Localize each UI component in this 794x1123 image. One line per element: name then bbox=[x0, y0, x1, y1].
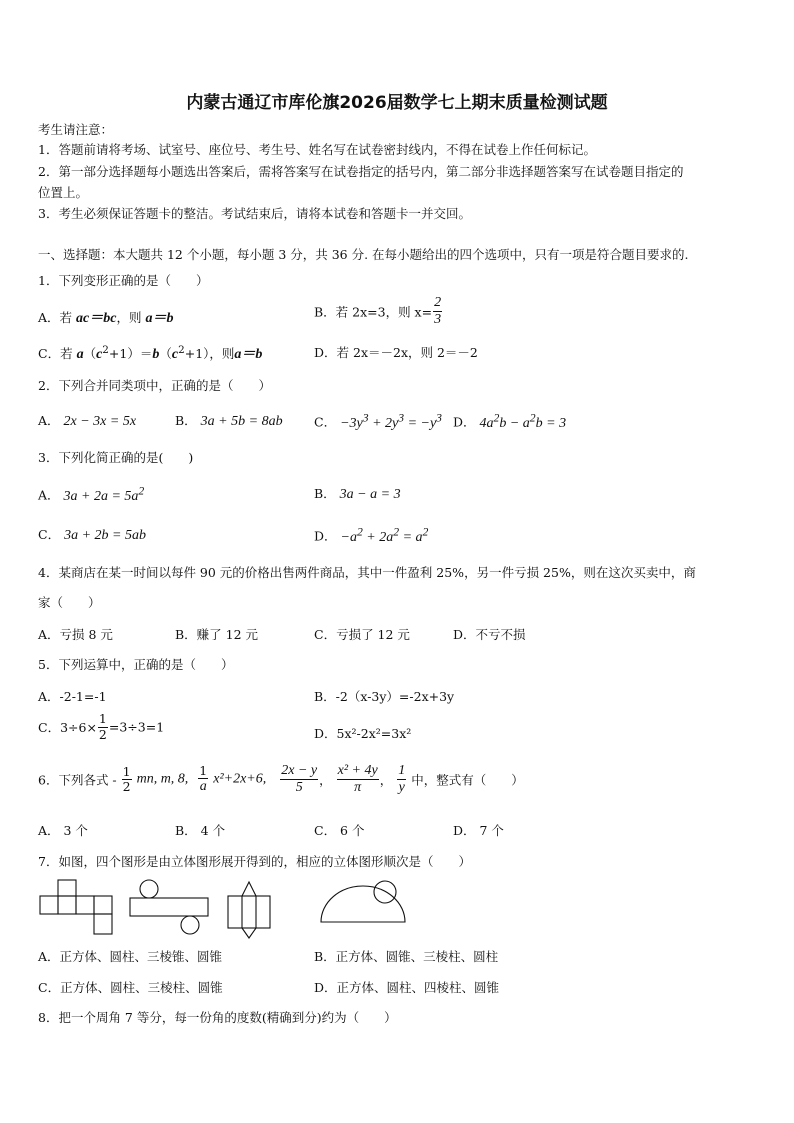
q2-option-d: D． $4a^2b - a^2b = 3$ bbox=[453, 411, 567, 431]
notice-header: 考生请注意： bbox=[38, 122, 114, 137]
q1-option-a: A．若 ac＝bc，则 a＝b bbox=[38, 310, 174, 326]
q6-option-a: A． 3 个 bbox=[38, 823, 88, 838]
q7-option-c: C．正方体、圆柱、三棱柱、圆锥 bbox=[38, 980, 223, 995]
notice-item-3: 3．考生必须保证答题卡的整洁。考试结束后，请将本试卷和答题卡一并交回。 bbox=[38, 206, 471, 221]
q6-fraction-2: $\frac{1}{a}$ bbox=[199, 762, 208, 795]
q6-fraction-1: $\frac{1}{2}$ bbox=[122, 763, 131, 794]
q7-nets-figure bbox=[38, 878, 408, 940]
prism-net-figure bbox=[228, 882, 270, 938]
q6-option-d: D． 7 个 bbox=[453, 823, 504, 838]
q1-b-fraction: $\frac{2}{3}$ bbox=[434, 295, 442, 327]
q3-option-b: B． 3a − a = 3 bbox=[314, 486, 401, 502]
q6-fraction-4: $\frac{\text{x² + 4y}}{\pi}$ bbox=[337, 763, 378, 795]
q2-option-b: B． 3a + 5b = 8ab bbox=[175, 413, 283, 429]
q7-option-b: B．正方体、圆锥、三棱柱、圆柱 bbox=[314, 949, 499, 964]
notice-item-2-cont: 位置上。 bbox=[38, 185, 89, 200]
section-heading: 一、选择题：本大题共 12 个小题，每小题 3 分，共 36 分. 在每小题给出的四个选项中，只有一项是符合题目要求的. bbox=[38, 247, 689, 262]
q4-option-d: D．不亏不损 bbox=[453, 627, 526, 642]
q6-stem: 6．下列各式 - $\frac{1}{2}$ mn, m, 8, $\frac{1}{a}$ x²+2x+6, $\frac{2x - y}{5}$ ， $\frac{\text{x² + 4y}}{\pi}$ ， $\frac{1}{y}$ 中，整式有（ ） bbox=[38, 762, 524, 795]
q7-option-a: A．正方体、圆柱、三棱锥、圆锥 bbox=[38, 949, 223, 964]
q2-option-a: A． 2x − 3x = 5x bbox=[38, 413, 137, 429]
q1-stem: 1．下列变形正确的是（ ） bbox=[38, 273, 209, 288]
q7-option-d: D．正方体、圆柱、四棱柱、圆锥 bbox=[314, 980, 500, 995]
cylinder-net-figure bbox=[130, 880, 208, 934]
q4-stem: 4．某商店在某一时间以每件 90 元的价格出售两件商品，其中一件盈利 25%，另一件亏损 25%，则在这次买卖中，商 bbox=[38, 565, 696, 580]
q1-option-b: B．若 2x=3，则 x= $\frac{2}{3}$ bbox=[314, 295, 442, 327]
q1-option-d: D．若 2x＝－2x，则 2＝－2 bbox=[314, 345, 478, 360]
q2-stem: 2．下列合并同类项中，正确的是（ ） bbox=[38, 378, 271, 393]
q6-fraction-5: $\frac{1}{y}$ bbox=[398, 763, 406, 795]
q4-option-a: A．亏损 8 元 bbox=[38, 627, 113, 642]
q6-option-b: B． 4 个 bbox=[175, 823, 226, 838]
q5-option-c: C．3÷6× $\frac{1}{2}$ =3÷3=1 bbox=[38, 711, 165, 742]
q4-option-b: B．赚了 12 元 bbox=[175, 627, 259, 642]
q4-stem-cont: 家（ ） bbox=[38, 595, 101, 610]
q6-fraction-3: $\frac{2x - y}{5}$ bbox=[281, 763, 318, 795]
q3-option-c: C． 3a + 2b = 5ab bbox=[38, 527, 146, 543]
q4-option-c: C．亏损了 12 元 bbox=[314, 627, 410, 642]
notice-item-2: 2．第一部分选择题每小题选出答案后，需将答案写在试卷指定的括号内，第二部分非选择题答案写在试卷题目指定的 bbox=[38, 164, 684, 179]
q5-option-d: D．5x²-2x²=3x² bbox=[314, 726, 412, 741]
q8-stem: 8．把一个周角 7 等分，每一份角的度数(精确到分)约为（ ） bbox=[38, 1010, 397, 1025]
q6-option-c: C． 6 个 bbox=[314, 823, 365, 838]
page-title: 内蒙古通辽市库伦旗2026届数学七上期末质量检测试题 bbox=[186, 93, 608, 113]
q5-option-a: A．-2-1=-1 bbox=[38, 689, 107, 704]
cone-net-figure bbox=[321, 881, 405, 922]
notice-item-1: 1．答题前请将考场、试室号、座位号、考生号、姓名写在试卷密封线内，不得在试卷上作任何标记。 bbox=[38, 142, 596, 157]
cube-net-figure bbox=[40, 880, 112, 934]
q3-stem: 3．下列化简正确的是( ) bbox=[38, 450, 194, 465]
q3-option-a: A． $3a + 2a = 5a^2$ bbox=[38, 484, 145, 504]
q3-option-d: D． $-a^2 + 2a^2 = a^2$ bbox=[314, 525, 429, 545]
q5-option-b: B．-2（x-3y）=-2x+3y bbox=[314, 689, 455, 704]
q5-stem: 5．下列运算中，正确的是（ ） bbox=[38, 657, 234, 672]
q7-stem: 7．如图，四个图形是由立体图形展开得到的，相应的立体图形顺次是（ ） bbox=[38, 854, 471, 869]
q2-option-c: C． $-3y^3 + 2y^3 = -y^3$ bbox=[314, 411, 442, 431]
q1-option-c: C．若 $a(c^2+1)=b(c^2+1)$，则a＝b bbox=[38, 343, 263, 362]
q5-c-fraction: $\frac{1}{2}$ bbox=[98, 711, 107, 742]
